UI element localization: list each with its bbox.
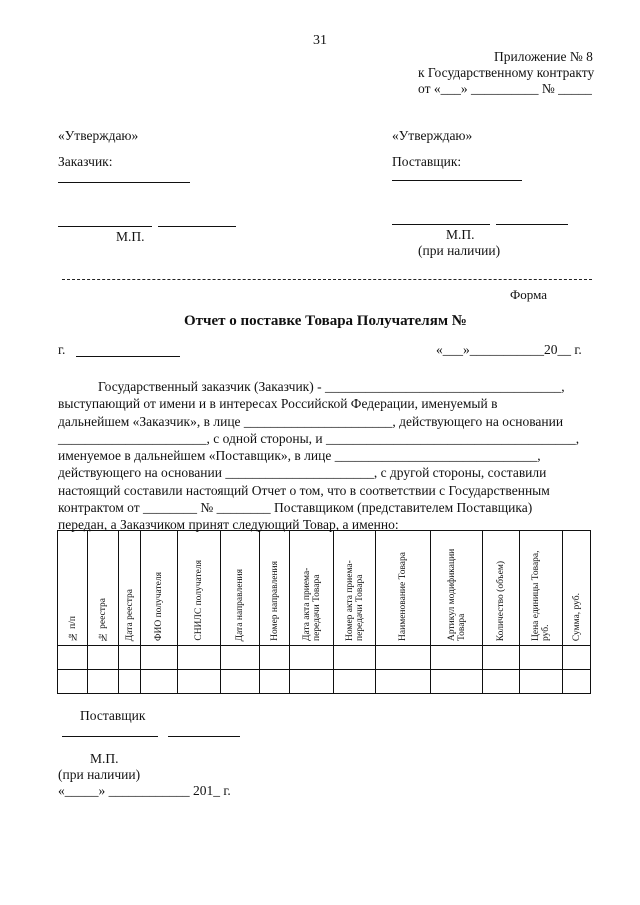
table-cell (290, 646, 334, 670)
approve-right: «Утверждаю» (392, 128, 473, 143)
paragraph-line: Государственный заказчик (Заказчик) - ___________________________________, (98, 379, 565, 394)
header-label: Номер акта приема-передачи Товара (344, 560, 365, 641)
table-cell (376, 670, 431, 694)
supplier-stamp: М.П. (446, 227, 475, 242)
header-label: СНИЛС получателя (194, 560, 204, 641)
table-cell (563, 646, 591, 670)
paragraph-line: выступающий от имени и в интересах Российской Федерации, именуемый в (58, 396, 498, 412)
supplier-signature-line (392, 180, 522, 181)
supplier-sign-line-2 (496, 224, 568, 225)
paragraph-line: ______________________, с одной стороны, и _____________________________________, (58, 430, 580, 446)
header-label: Цена единицы Товара, руб. (531, 550, 551, 641)
customer-stamp: М.П. (116, 229, 145, 244)
table-cell (431, 670, 483, 694)
table-cell (178, 646, 221, 670)
header-label: Артикул модификации Товара (446, 548, 467, 641)
table-cell (376, 646, 431, 670)
column-header (431, 531, 483, 646)
header-label: № п/п (67, 615, 78, 641)
table-cell (431, 646, 483, 670)
column-header (88, 531, 119, 646)
table-cell (58, 670, 88, 694)
form-label: Форма (510, 287, 547, 302)
report-paragraph (58, 378, 592, 534)
cut-line (62, 279, 592, 280)
column-header (119, 531, 141, 646)
table-cell (178, 670, 221, 694)
column-header (376, 531, 431, 646)
city-line (76, 356, 180, 357)
column-header (290, 531, 334, 646)
column-header (141, 531, 178, 646)
customer-sign-line-2 (158, 226, 236, 227)
table-cell (88, 670, 119, 694)
table-header-row (58, 531, 591, 646)
footer-date: «_____» ____________ 201_ г. (58, 783, 231, 798)
paragraph-line: именуемое в дальнейшем «Поставщик», в лице ______________________________, (58, 448, 541, 464)
customer-label: Заказчик: (58, 154, 113, 169)
report-date: «___»___________20__ г. (436, 342, 582, 357)
table-cell (119, 670, 141, 694)
table-row (58, 646, 591, 670)
header-label: № реестра (98, 597, 108, 641)
paragraph-line: дальнейшем «Заказчик», в лице ______________________, действующего на основании (58, 413, 564, 429)
table-cell (88, 646, 119, 670)
table-cell (290, 670, 334, 694)
paragraph-line: действующего на основании ______________________, с другой стороны, составили (58, 465, 547, 481)
appendix-line-1: Приложение № 8 (494, 49, 593, 64)
header-label: Номер направления (269, 561, 280, 641)
header-label: Дата направления (235, 568, 245, 641)
column-header (58, 531, 88, 646)
column-header (178, 531, 221, 646)
customer-signature-line (58, 182, 190, 183)
table-cell (334, 670, 376, 694)
table-cell (119, 646, 141, 670)
customer-sign-line-1 (58, 226, 152, 227)
goods-table (57, 530, 591, 694)
table-cell (141, 670, 178, 694)
report-title: Отчет о поставке Товара Получателям № (184, 313, 467, 329)
approve-left: «Утверждаю» (58, 128, 139, 143)
paragraph-line: передан, а Заказчиком принят следующий Товар, а именно: (58, 517, 399, 533)
column-header (334, 531, 376, 646)
column-header (563, 531, 591, 646)
footer-stamp-note: (при наличии) (58, 767, 141, 782)
paragraph-line: настоящий составили настоящий Отчет о том, что в соответствии с Государственным (58, 482, 550, 498)
table-cell (260, 670, 290, 694)
table-cell (520, 646, 563, 670)
city-prefix: г. (58, 342, 66, 357)
table-cell (260, 646, 290, 670)
table-cell (58, 646, 88, 670)
header-label: Наименование Товара (398, 552, 408, 641)
column-header (520, 531, 563, 646)
page-number: 31 (313, 33, 327, 48)
paragraph-line: контрактом от ________ № ________ Поставщиком (представителем Поставщика) (58, 500, 533, 516)
table-row (58, 670, 591, 694)
column-header (483, 531, 520, 646)
table-cell (334, 646, 376, 670)
table-cell (141, 646, 178, 670)
table-cell (221, 670, 260, 694)
header-label: ФИО получателя (154, 571, 164, 641)
footer-supplier: Поставщик (80, 708, 146, 723)
column-header (221, 531, 260, 646)
supplier-stamp-note: (при наличии) (418, 243, 501, 258)
supplier-sign-line-1 (392, 224, 490, 225)
header-label: Сумма, руб. (571, 592, 582, 641)
table-cell (221, 646, 260, 670)
supplier-label: Поставщик: (392, 154, 462, 169)
footer-sign-line-1 (62, 736, 158, 737)
appendix-line-2: к Государственному контракту (418, 65, 595, 80)
footer-stamp: М.П. (90, 751, 119, 766)
header-label: Количество (объем) (496, 560, 506, 641)
table-cell (483, 646, 520, 670)
header-label: Дата акта приема-передачи Товара (301, 567, 322, 641)
header-label: Дата реестра (124, 588, 135, 641)
table-cell (483, 670, 520, 694)
table-cell (520, 670, 563, 694)
appendix-line-3: от «___» __________ № _____ (418, 81, 592, 96)
table-cell (563, 670, 591, 694)
footer-sign-line-2 (168, 736, 240, 737)
column-header (260, 531, 290, 646)
